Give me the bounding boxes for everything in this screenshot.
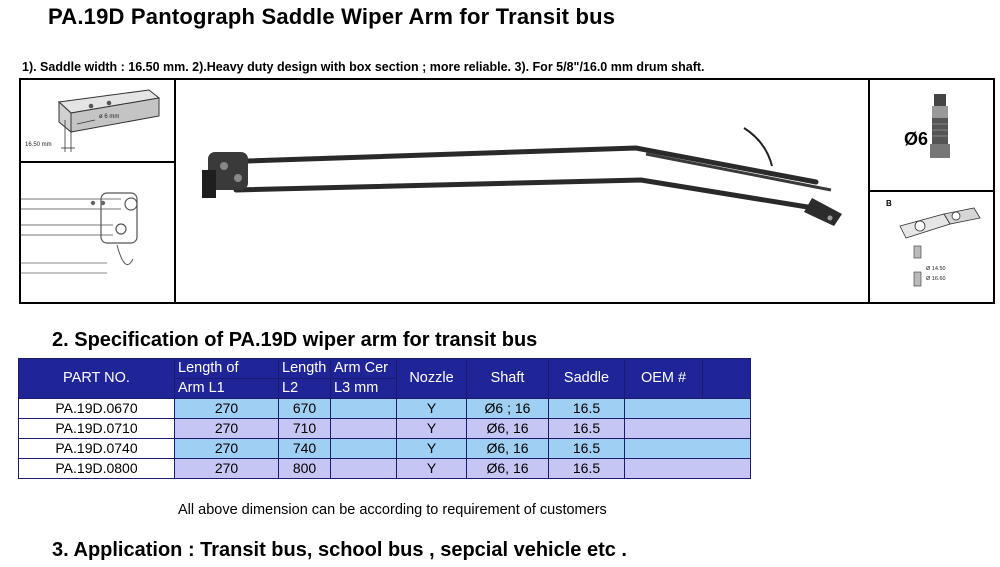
- hole-dimension-label: ø 6 mm: [99, 114, 120, 120]
- cell-shaft: Ø6, 16: [467, 439, 549, 459]
- dimension-note: All above dimension can be according to requirement of customers: [178, 502, 607, 518]
- detail-b-label: B: [886, 199, 892, 208]
- product-image-panel: [19, 78, 995, 304]
- header-l1-top: Length of: [175, 359, 279, 379]
- table-row: [19, 399, 751, 419]
- shaft-diameter-label: Ø6: [904, 129, 929, 149]
- cell-nozzle: Y: [397, 439, 467, 459]
- header-oem: OEM #: [625, 359, 703, 399]
- header-nozzle: Nozzle: [397, 359, 467, 399]
- cell-l1: 270: [175, 439, 279, 459]
- width-dimension-label: 16.50 mm: [25, 142, 52, 148]
- pantograph-drawing: [21, 163, 176, 302]
- cell-l1: 270: [175, 399, 279, 419]
- header-saddle: Saddle: [549, 359, 625, 399]
- cell-saddle: 16.5: [549, 459, 625, 479]
- cell-l3: [331, 459, 397, 479]
- cell-oem: [625, 459, 751, 479]
- header-l3-bottom: L3 mm: [331, 379, 397, 399]
- header-l1-bottom: Arm L1: [175, 379, 279, 399]
- header-part-no: PART NO.: [19, 359, 175, 399]
- cell-shaft: Ø6, 16: [467, 419, 549, 439]
- cell-part-no: PA.19D.0740: [19, 439, 175, 459]
- table-header-row: [19, 359, 751, 379]
- cell-oem: [625, 419, 751, 439]
- header-blank: [703, 359, 751, 399]
- table-row: [19, 439, 751, 459]
- dimension-label-1: Ø 14.50: [926, 266, 946, 272]
- cell-nozzle: Y: [397, 419, 467, 439]
- cell-l3: [331, 419, 397, 439]
- page-title: PA.19D Pantograph Saddle Wiper Arm for Transit bus: [48, 4, 616, 29]
- header-l3-top: Arm Cer: [331, 359, 397, 379]
- header-l2-top: Length: [279, 359, 331, 379]
- table-row: [19, 459, 751, 479]
- dimension-label-2: Ø 16.60: [926, 276, 946, 282]
- cell-l3: [331, 399, 397, 419]
- cell-oem: [625, 439, 751, 459]
- header-l2-bottom: L2: [279, 379, 331, 399]
- cell-nozzle: Y: [397, 399, 467, 419]
- cell-part-no: PA.19D.0710: [19, 419, 175, 439]
- spec-table: [18, 358, 751, 479]
- application-heading: 3. Application : Transit bus, school bus , sepcial vehicle etc .: [52, 539, 627, 561]
- cell-shaft: Ø6, 16: [467, 459, 549, 479]
- feature-list: 1). Saddle width : 16.50 mm. 2).Heavy duty design with box section ; more reliable. 3). For 5/8"/16.0 mm drum shaft.: [22, 60, 705, 74]
- cell-saddle: 16.5: [549, 399, 625, 419]
- shaft-detail-image: [870, 80, 993, 192]
- cell-l2: 670: [279, 399, 331, 419]
- cell-saddle: 16.5: [549, 439, 625, 459]
- saddle-detail-image: [21, 80, 176, 163]
- cell-l1: 270: [175, 459, 279, 479]
- cell-l3: [331, 439, 397, 459]
- header-shaft: Shaft: [467, 359, 549, 399]
- cell-part-no: PA.19D.0670: [19, 399, 175, 419]
- cell-l2: 710: [279, 419, 331, 439]
- cell-l2: 800: [279, 459, 331, 479]
- table-row: [19, 419, 751, 439]
- cell-oem: [625, 399, 751, 419]
- cell-nozzle: Y: [397, 459, 467, 479]
- cell-l1: 270: [175, 419, 279, 439]
- wiper-arm-photo: [176, 80, 870, 302]
- cell-saddle: 16.5: [549, 419, 625, 439]
- cell-l2: 740: [279, 439, 331, 459]
- spec-heading: 2. Specification of PA.19D wiper arm for transit bus: [52, 329, 538, 351]
- cell-shaft: Ø6 ; 16: [467, 399, 549, 419]
- cell-part-no: PA.19D.0800: [19, 459, 175, 479]
- drum-detail-image: [870, 192, 993, 302]
